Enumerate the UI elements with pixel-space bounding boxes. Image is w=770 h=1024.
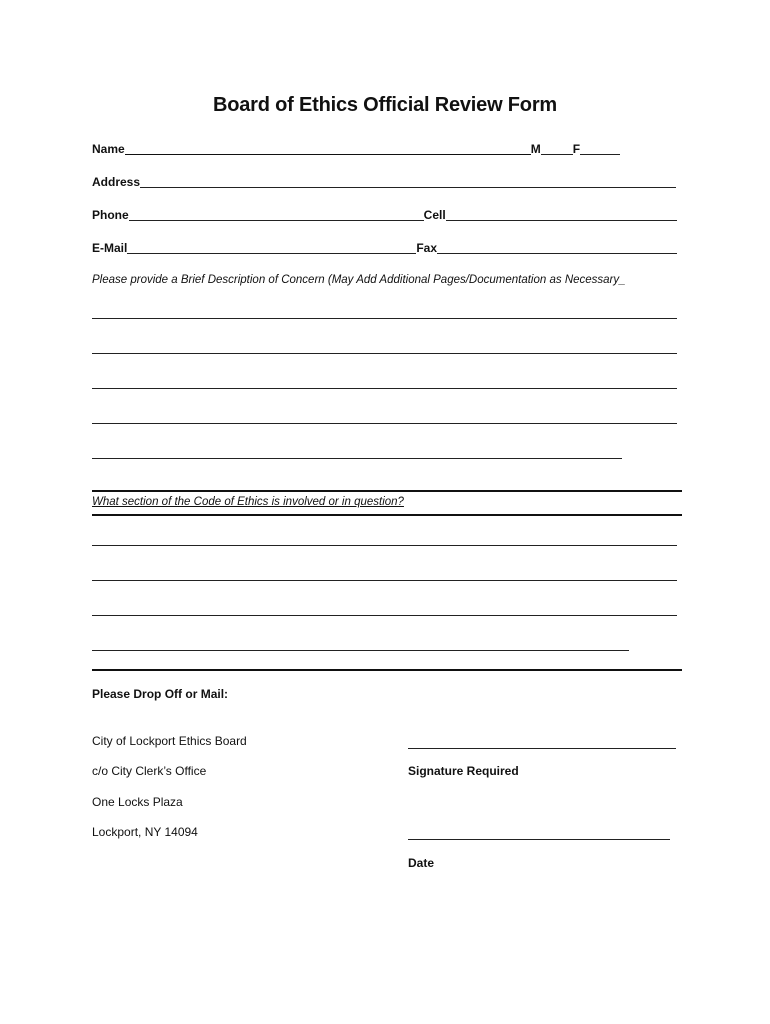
section-divider-bottom [92, 669, 682, 671]
description-line[interactable] [92, 318, 677, 319]
mail-address-line: One Locks Plaza [92, 795, 183, 809]
female-label: F [572, 142, 581, 156]
phone-row [92, 208, 677, 222]
address-row [92, 175, 676, 189]
mail-address-line: City of Lockport Ethics Board [92, 734, 247, 748]
date-label: Date [408, 856, 435, 870]
section-divider-under-prompt [92, 514, 682, 516]
section-divider-top [92, 490, 682, 492]
section-line[interactable] [92, 650, 629, 651]
section-line[interactable] [92, 580, 677, 581]
section-line[interactable] [92, 615, 677, 616]
email-label: E-Mail [92, 241, 128, 255]
mail-heading: Please Drop Off or Mail: [92, 687, 229, 701]
female-field[interactable] [580, 143, 620, 155]
signature-label: Signature Required [408, 764, 519, 778]
signature-field[interactable] [408, 748, 676, 749]
phone-label: Phone [92, 208, 129, 222]
description-line[interactable] [92, 423, 677, 424]
fax-field[interactable] [437, 242, 677, 254]
fax-label: Fax [416, 241, 438, 255]
name-label: Name [92, 142, 125, 156]
phone-field[interactable] [129, 209, 424, 221]
cell-field[interactable] [446, 209, 677, 221]
description-line[interactable] [92, 353, 677, 354]
description-line[interactable] [92, 388, 677, 389]
section-prompt-text: What section of the Code of Ethics is involved or in question? [92, 496, 404, 508]
mail-address-line: c/o City Clerk’s Office [92, 764, 207, 778]
email-field[interactable] [127, 242, 416, 254]
description-prompt-text: Please provide a Brief Description of Concern (May Add Additional Pages/Documentation as Necessary_ [92, 274, 626, 286]
description-prompt [92, 274, 626, 286]
email-row [92, 241, 677, 255]
description-line[interactable] [92, 458, 622, 459]
section-line[interactable] [92, 545, 677, 546]
male-label: M [530, 142, 541, 156]
section-prompt [92, 496, 404, 508]
mail-address-line: Lockport, NY 14094 [92, 825, 198, 839]
cell-label: Cell [423, 208, 446, 222]
form-title: Board of Ethics Official Review Form [213, 94, 557, 116]
address-label: Address [92, 175, 141, 189]
male-field[interactable] [541, 143, 573, 155]
date-field[interactable] [408, 839, 670, 840]
name-row [92, 142, 620, 156]
address-field[interactable] [140, 176, 676, 188]
name-field[interactable] [125, 143, 531, 155]
